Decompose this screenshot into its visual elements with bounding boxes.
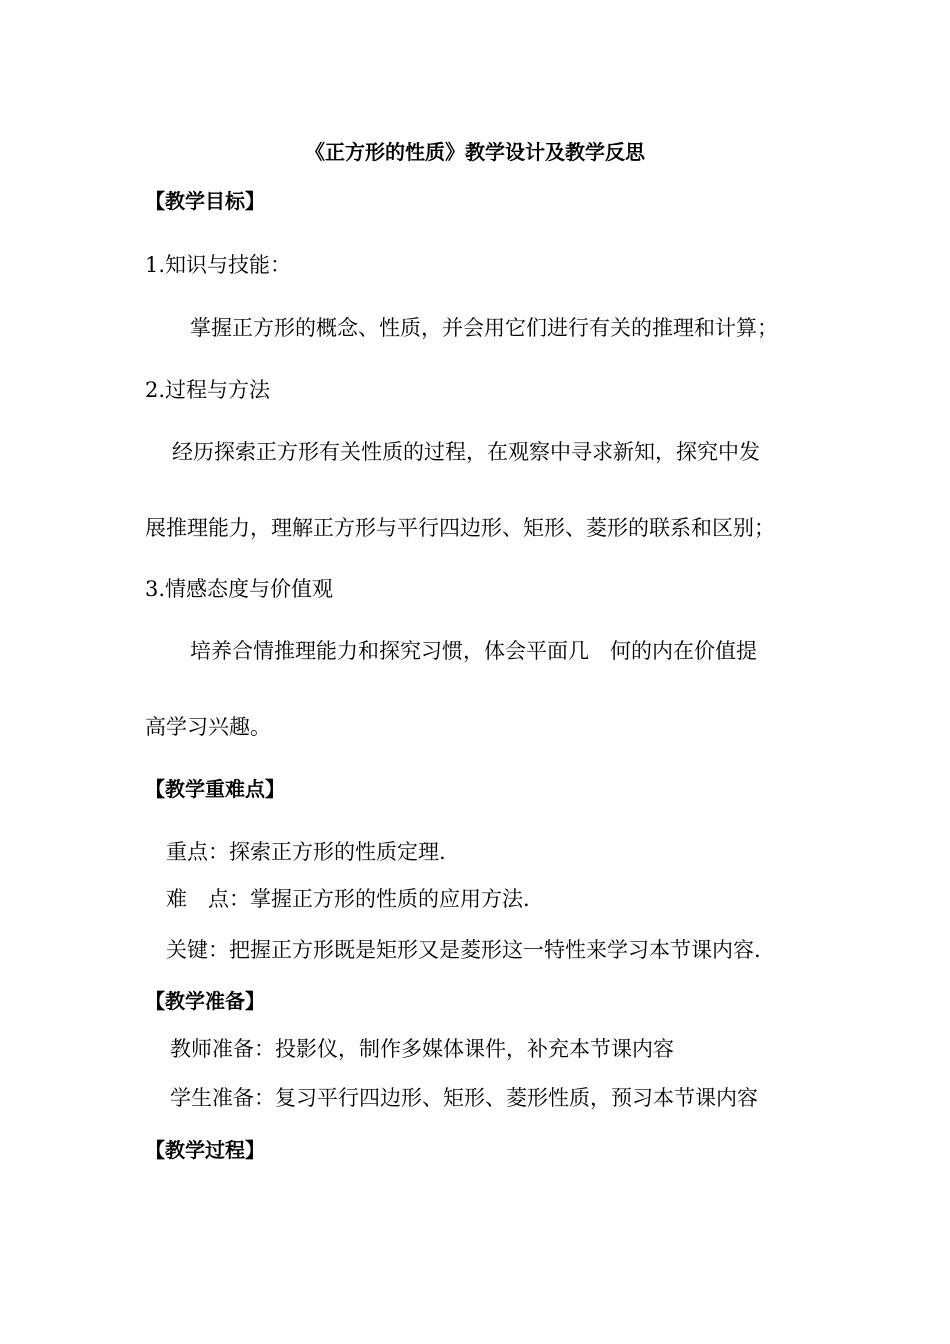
process-heading: 【教学过程】: [145, 1138, 265, 1162]
preparation-heading: 【教学准备】: [145, 989, 265, 1013]
objectives-heading: 【教学目标】: [145, 189, 265, 213]
objective-3-text-line-2: 高学习兴趣。: [145, 715, 271, 739]
objective-2-label: 2.过程与方法: [145, 378, 271, 402]
objective-3-label: 3.情感态度与价值观: [145, 577, 334, 601]
key-points-heading: 【教学重难点】: [145, 777, 285, 801]
objective-1-text: 掌握正方形的概念、性质，并会用它们进行有关的推理和计算；: [190, 316, 778, 340]
objective-3-text-line-1: 培养合情推理能力和探究习惯，体会平面几 何的内在价值提: [190, 639, 757, 663]
objective-2-text-line-2: 展推理能力，理解正方形与平行四边形、矩形、菱形的联系和区别；: [145, 516, 775, 540]
document-title: 《正方形的性质》教学设计及教学反思: [305, 140, 645, 164]
key-point-focus: 重点：探索正方形的性质定理.: [166, 840, 446, 864]
objective-1-label: 1.知识与技能：: [145, 253, 292, 277]
objective-2-text-line-1: 经历探索正方形有关性质的过程，在观察中寻求新知，探究中发: [172, 440, 760, 464]
key-point-difficulty: 难 点：掌握正方形的性质的应用方法.: [166, 887, 530, 911]
key-point-key: 关键：把握正方形既是矩形又是菱形这一特性来学习本节课内容.: [166, 938, 761, 962]
preparation-student: 学生准备：复习平行四边形、矩形、菱形性质，预习本节课内容: [170, 1086, 758, 1110]
preparation-teacher: 教师准备：投影仪，制作多媒体课件，补充本节课内容: [170, 1037, 674, 1061]
